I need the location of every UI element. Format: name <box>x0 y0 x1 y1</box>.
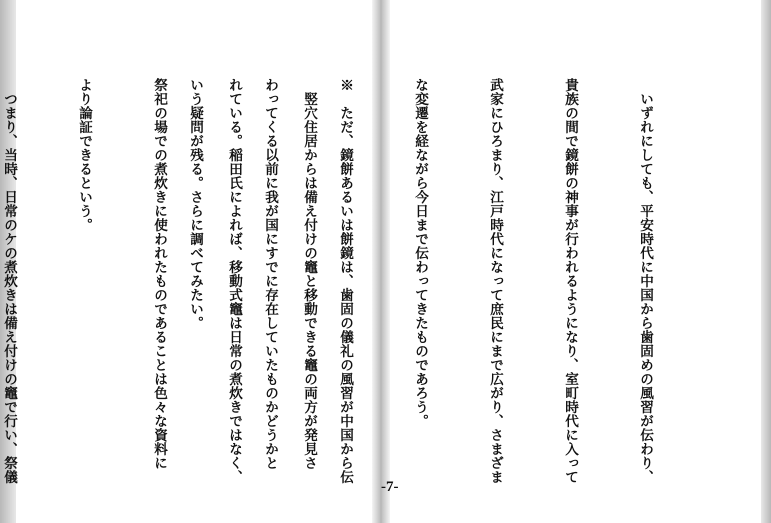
text-line: 祭祀の場での煮炊きに使われたものであることは色々な資料に <box>151 78 167 470</box>
text-line: 武家にひろまり、江戸時代になって庶民にまで広がり、さまざま <box>487 78 503 484</box>
text-line: な変遷を経ながら今日まで伝わってきたものであろう。 <box>412 78 428 428</box>
page-edge-right <box>761 0 771 523</box>
text-line: より論証できるという。 <box>76 78 92 232</box>
text-line: いずれにしても、平安時代に中国から歯固めの風習が伝わり、 <box>637 78 653 484</box>
text-line: 貴族の間で鏡餅の神事が行われるようになり、室町時代に入って <box>562 78 578 484</box>
text-line: れている。稲田氏によれば、移動式竈は日常の煮炊きではなく、 <box>226 78 242 484</box>
page-number: -7- <box>381 479 399 495</box>
text-line: つまり、当時、日常のケの煮炊きは備え付けの竈で行い、祭儀 <box>1 78 17 484</box>
text-line: ※ ただ、鏡餅あるいは餅鏡は、歯固の儀礼の風習が中国から伝 <box>337 78 353 484</box>
text-line: わってくる以前に我が国にすでに存在していたものかどうかと <box>262 78 278 470</box>
text-line: 竪穴住居からは備え付けの竈と移動できる竈の両方が発見さ <box>301 78 317 470</box>
left-page-text <box>0 78 371 498</box>
text-line: いう疑問が残る。さらに調べてみたい。 <box>187 78 203 330</box>
